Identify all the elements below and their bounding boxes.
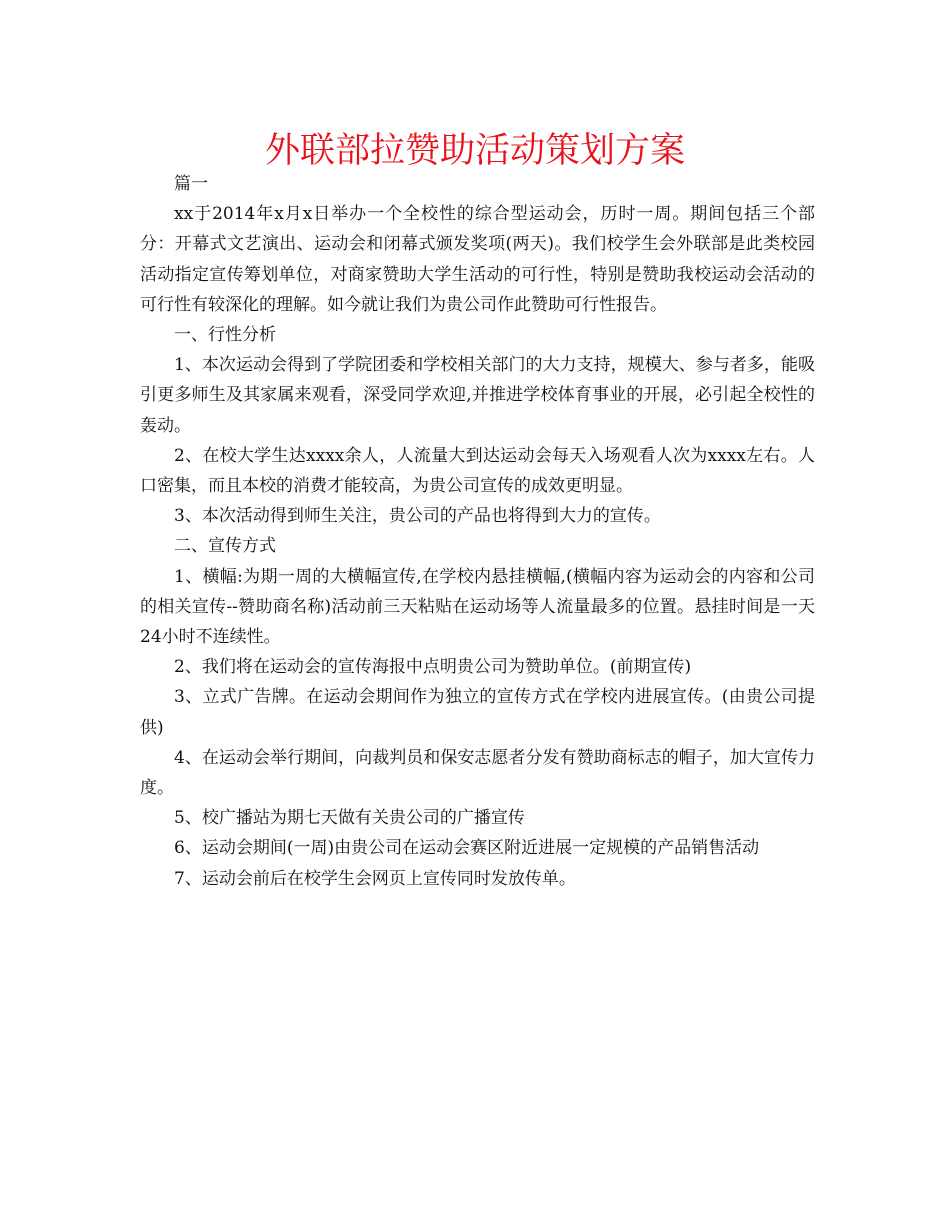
- paragraph-feasibility-1: 1、本次运动会得到了学院团委和学校相关部门的大力支持，规模大、参与者多，能吸引更多师生及其家属来观看，深受同学欢迎,并推进学校体育事业的开展，必引起全校性的轰动。: [140, 355, 815, 436]
- paragraph-promotion-4: 4、在运动会举行期间，向裁判员和保安志愿者分发有赞助商标志的帽子，加大宣传力度。: [140, 747, 815, 799]
- paragraph-intro: xx于2014年x月x日举办一个全校性的综合型运动会，历时一周。期间包括三个部分：开幕式文艺演出、运动会和闭幕式颁发奖项(两天)。我们校学生会外联部是此类校园活动指定宣传筹划单位，对商家赞助大学生活动的可行性，特别是赞助我校运动会活动的可行性有较深化的理解。如今就让我们为贵公司作此赞助可行性报告。: [140, 204, 815, 315]
- paragraph-promotion-5: 5、校广播站为期七天做有关贵公司的广播宣传: [174, 808, 525, 829]
- paragraph-promotion-3: 3、立式广告牌。在运动会期间作为独立的宣传方式在学校内进展宣传。(由贵公司提供): [140, 687, 815, 738]
- heading-feasibility-analysis: 一、行性分析: [174, 325, 276, 346]
- paragraph-promotion-6: 6、运动会期间(一周)由贵公司在运动会赛区附近进展一定规模的产品销售活动: [174, 838, 760, 859]
- document-title: 外联部拉赞助活动策划方案: [264, 131, 685, 171]
- document-body: [140, 169, 815, 894]
- paragraph-promotion-7: 7、运动会前后在校学生会网页上宣传同时发放传单。: [174, 868, 576, 889]
- paragraph-promotion-2: 2、我们将在运动会的宣传海报中点明贵公司为赞助单位。(前期宣传): [174, 657, 692, 678]
- heading-promotion-methods: 二、宣传方式: [174, 536, 276, 557]
- paragraph-section-label: 篇一: [174, 174, 208, 194]
- paragraph-feasibility-2: 2、在校大学生达xxxx余人，人流量大到达运动会每天入场观看人次为xxxx左右。人口密集，而且本校的消费才能较高，为贵公司宣传的成效更明显。: [140, 445, 815, 497]
- paragraph-promotion-1: 1、横幅:为期一周的大横幅宣传,在学校内悬挂横幅,(横幅内容为运动会的内容和公司的相关宣传--赞助商名称)活动前三天粘贴在运动场等人流量最多的位置。悬挂时间是一天24小时不连续性。: [140, 566, 815, 648]
- paragraph-feasibility-3: 3、本次活动得到师生关注，贵公司的产品也将得到大力的宣传。: [174, 506, 661, 527]
